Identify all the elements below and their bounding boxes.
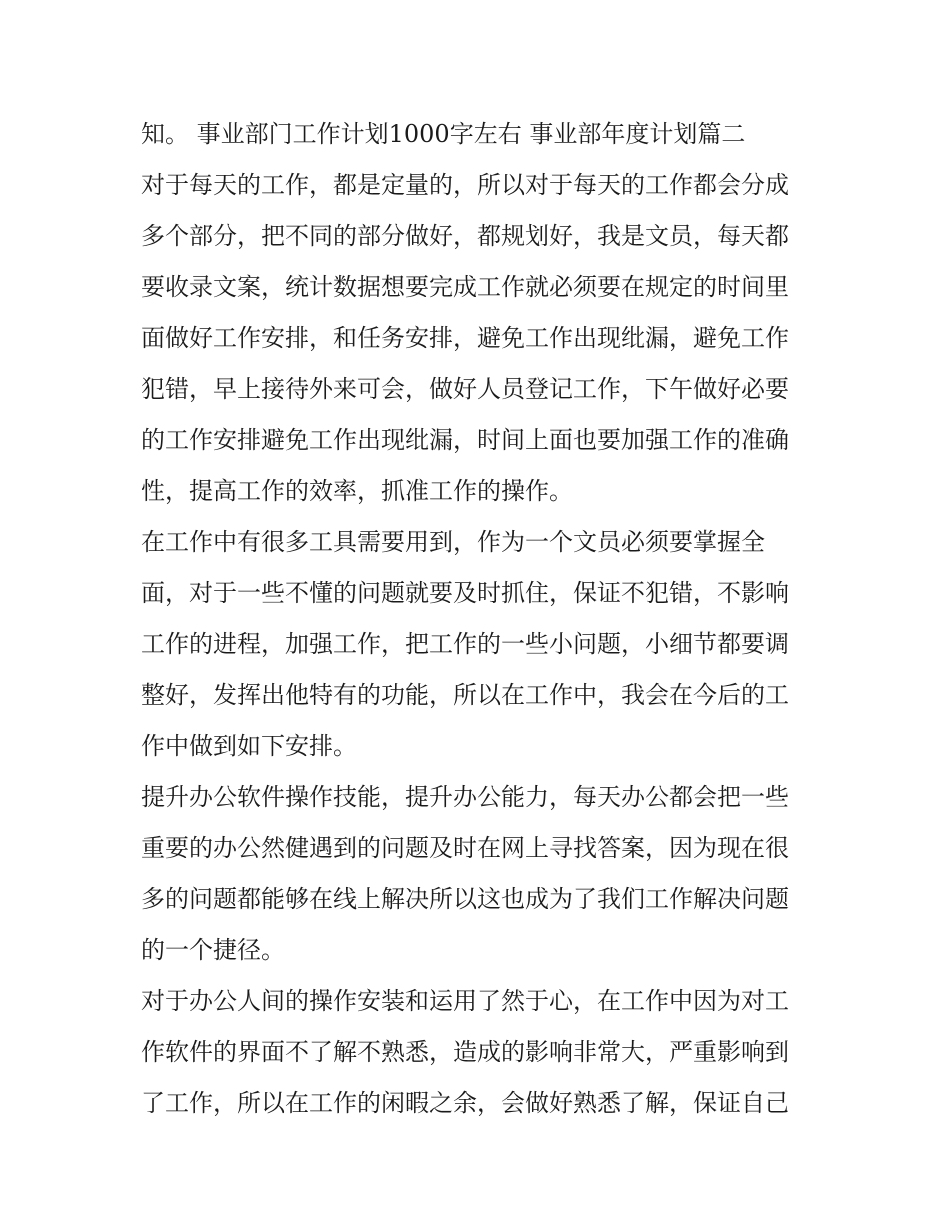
text-line: 知。 事业部门工作计划1000字左右 事业部年度计划篇二 <box>141 120 746 148</box>
text-line: 重要的办公然健遇到的问题及时在网上寻找答案，因为现在很 <box>141 834 789 862</box>
text-line: 多个部分，把不同的部分做好，都规划好，我是文员，每天都 <box>141 222 789 250</box>
text-line: 犯错，早上接待外来可会，做好人员登记工作，下午做好必要 <box>141 375 789 403</box>
text-line: 在工作中有很多工具需要用到，作为一个文员必须要掌握全 <box>141 528 765 556</box>
text-line: 对于每天的工作，都是定量的，所以对于每天的工作都会分成 <box>141 171 789 199</box>
text-line: 对于办公人间的操作安装和运用了然于心，在工作中因为对工 <box>141 987 789 1015</box>
text-line: 提升办公软件操作技能，提升办公能力，每天办公都会把一些 <box>141 783 789 811</box>
text-line: 性，提高工作的效率，抓准工作的操作。 <box>141 477 573 505</box>
text-line: 面做好工作安排，和任务安排，避免工作出现纰漏，避免工作 <box>141 324 789 352</box>
text-line: 面，对于一些不懂的问题就要及时抓住，保证不犯错，不影响 <box>141 579 789 607</box>
document-body <box>141 109 821 1129</box>
text-line: 作中做到如下安排。 <box>141 732 357 760</box>
text-line: 多的问题都能够在线上解决所以这也成为了我们工作解决问题 <box>141 885 789 913</box>
text-line: 了工作，所以在工作的闲暇之余，会做好熟悉了解，保证自己 <box>141 1089 789 1117</box>
text-line: 作软件的界面不了解不熟悉，造成的影响非常大，严重影响到 <box>141 1038 789 1066</box>
text-line: 要收录文案，统计数据想要完成工作就必须要在规定的时间里 <box>141 273 789 301</box>
text-line: 整好，发挥出他特有的功能，所以在工作中，我会在今后的工 <box>141 681 789 709</box>
text-line: 的一个捷径。 <box>141 936 285 964</box>
text-line: 工作的进程，加强工作，把工作的一些小问题，小细节都要调 <box>141 630 789 658</box>
text-line: 的工作安排避免工作出现纰漏，时间上面也要加强工作的准确 <box>141 426 789 454</box>
